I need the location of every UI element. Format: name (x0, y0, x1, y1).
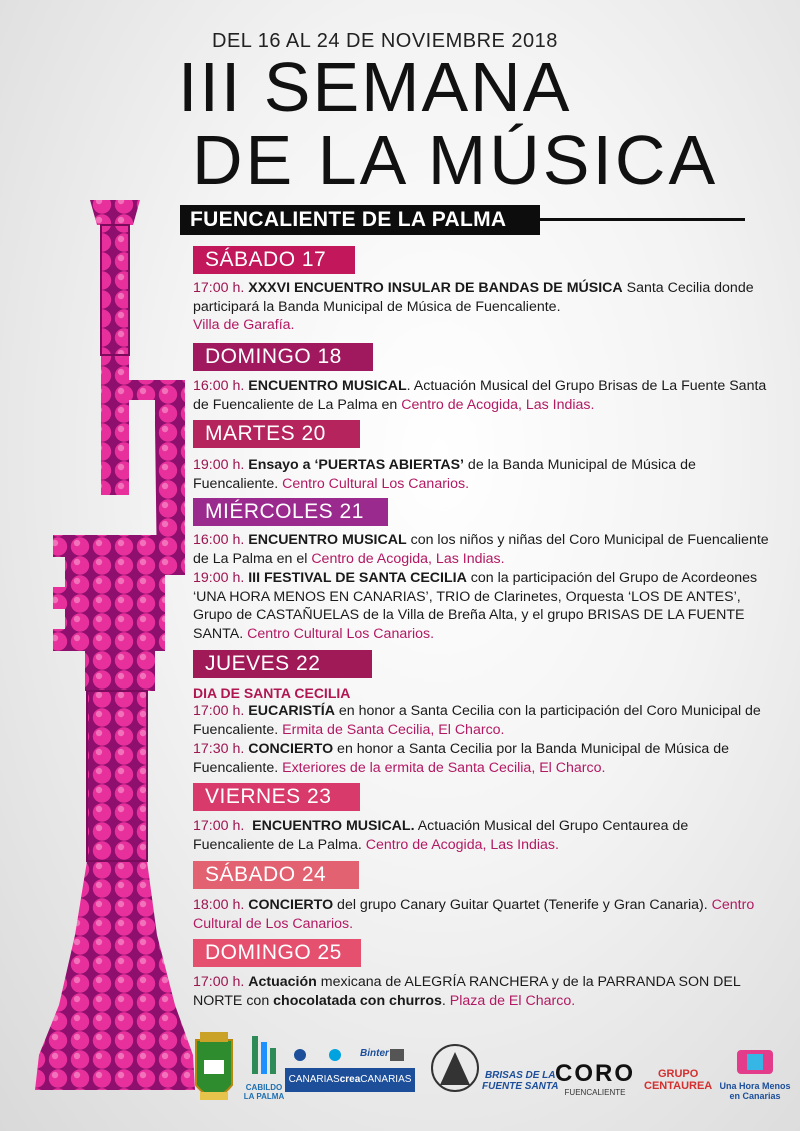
event-sabado-17: 17:00 h. XXXVI ENCUENTRO INSULAR DE BANDAS DE MÚSICA Santa Cecilia donde participará la Banda Municipal de Música de Fuencaliente. Villa de Garafía. (193, 280, 754, 333)
event-miercoles-21-a: 16:00 h. ENCUENTRO MUSICAL con los niños y niñas del Coro Municipal de Fuencaliente de La Palma en el Centro de Acogida, Las Indias. (193, 532, 769, 567)
event-viernes-23: 17:00 h. ENCUENTRO MUSICAL. Actuación Musical del Grupo Centaurea de Fuencaliente de La Palma. Centro de Acogida, Las Indias. (193, 818, 689, 853)
location-text: FUENCALIENTE DE LA PALMA (190, 208, 507, 231)
event-domingo-25: 17:00 h. Actuación mexicana de ALEGRÍA RANCHERA y de la PARRANDA SON DEL NORTE con chocolatada con churros. Plaza de El Charco. (193, 974, 741, 1009)
accordion-icon (735, 1048, 775, 1076)
una-hora-menos-logo: Una Hora Menos en Canarias (715, 1048, 795, 1101)
event-jueves-22-b: 17:30 h. CONCIERTO en honor a Santa Cecilia por la Banda Municipal de Música de Fuencaliente. Exteriores de la ermita de Santa Cecilia, El Charco. (193, 741, 730, 776)
event-domingo-18: 16:00 h. ENCUENTRO MUSICAL. Actuación Musical del Grupo Brisas de La Fuente Santa de Fuencaliente de La Palma en Centro de Acogida, Las Indias. (193, 378, 767, 413)
cabildo-text: CABILDO LA PALMA (243, 1083, 285, 1101)
day-header-miercoles-21: MIÉRCOLES 21 (193, 498, 388, 526)
coro-logo: CORO FUENCALIENTE (555, 1060, 635, 1097)
event-jueves-22-a: 17:00 h. EUCARISTÍA en honor a Santa Cecilia con la participación del Coro Municipal de Fuencaliente. Ermita de Santa Cecilia, El Charco. (193, 703, 761, 738)
event-miercoles-21-b: 19:00 h. III FESTIVAL DE SANTA CECILIA con la participación del Grupo de Acordeones ‘UNA HORA MENOS EN CANARIAS’, TRIO de Clarinetes, Orquesta ‘LOS DE ANTES’, Grupo de CASTAÑUELAS de la Villa de Breña Alta, y el grupo BRISAS DE LA FUENTE SANTA. Centro Cultural Los Canarios. (193, 570, 758, 642)
cabildo-logo (242, 1032, 286, 1101)
day-header-martes-20: MARTES 20 (193, 420, 360, 448)
day-header-domingo-25: DOMINGO 25 (193, 939, 361, 967)
title-line-2: DE LA MÚSICA (192, 121, 719, 199)
event-sabado-24: 18:00 h. CONCIERTO del grupo Canary Guitar Quartet (Tenerife y Gran Canaria). Centro Cultural de Los Canarios. (193, 897, 755, 932)
event-dates: DEL 16 AL 24 DE NOVIEMBRE 2018 (212, 30, 558, 52)
sponsor-small-icons (290, 1046, 410, 1064)
canarias-crea-logo: CANARIAScreaCANARIAS (285, 1068, 415, 1092)
coat-of-arms-icon (190, 1030, 238, 1110)
brisas-logo: BRISAS DE LA FUENTE SANTA (482, 1070, 559, 1092)
special-day-label: DIA DE SANTA CECILIA (193, 685, 351, 701)
banner-line (540, 218, 745, 221)
trumpet-illustration (25, 195, 200, 1100)
cabildo-icon (246, 1032, 282, 1078)
event-martes-20: 19:00 h. Ensayo a ‘PUERTAS ABIERTAS’ de la Banda Municipal de Música de Fuencaliente. Centro Cultural Los Canarios. (193, 457, 696, 492)
location-banner (180, 205, 745, 235)
day-header-domingo-18: DOMINGO 18 (193, 343, 373, 371)
day-header-sabado-24: SÁBADO 24 (193, 861, 359, 889)
centaurea-logo: GRUPO CENTAUREA (644, 1068, 713, 1092)
day-header-sabado-17: SÁBADO 17 (193, 246, 355, 274)
day-header-jueves-22: JUEVES 22 (193, 650, 372, 678)
title-line-1: III SEMANA (178, 48, 572, 126)
band-seal-icon (430, 1030, 480, 1105)
day-header-viernes-23: VIERNES 23 (193, 783, 360, 811)
binter-logo: Binter (360, 1048, 389, 1059)
sponsor-logos (0, 1020, 800, 1131)
